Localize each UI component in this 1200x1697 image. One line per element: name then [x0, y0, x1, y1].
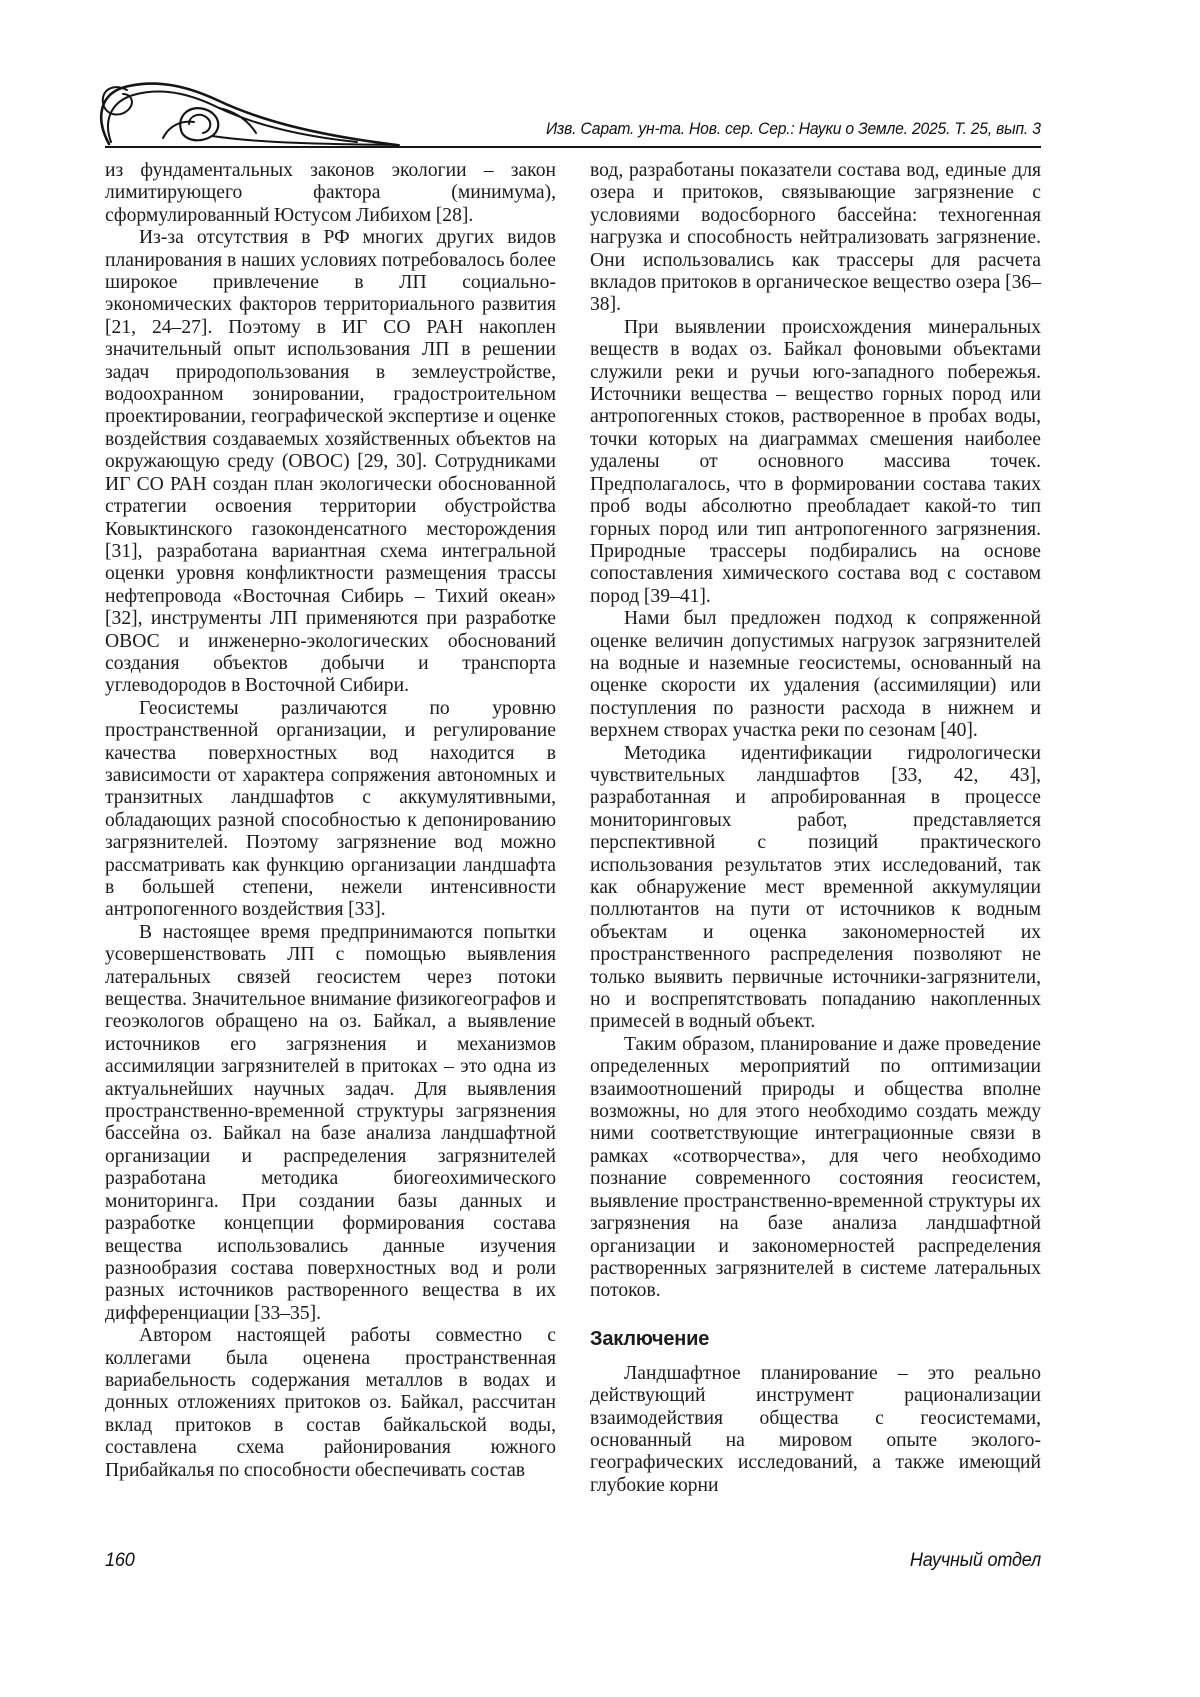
left-column [105, 160, 556, 1497]
paragraph: вод, разработаны показатели состава вод, единые для озера и притоков, связывающие загрязнение с условиями водосборного бассейна: техногенная нагрузка и способность нейтрализовать загрязнение. Они использовались как трассеры для расчета вкладов притоков в органическое вещество озера [36–38]. [590, 160, 1041, 316]
ornament-flourish-icon [93, 78, 403, 148]
paragraph: Нами был предложен подход к сопряженной оценке величин допустимых нагрузок загрязнителей на водные и наземные геосистемы, основанный на оценке скорости их удаления (ассимиляции) или поступления по разности расхода в нижнем и верхнем створах участка реки по сезонам [40]. [590, 608, 1041, 742]
paragraph: В настоящее время предпринимаются попытки усовершенствовать ЛП с помощью выявления латеральных связей геосистем через потоки вещества. Значительное внимание физикогеографов и геоэкологов обращено на оз. Байкал, а выявление источников его загрязнения и механизмов ассимиляции загрязнителей в притоках – это одна из актуальнейших научных задач. Для выявления пространственно-временной структуры загрязнения бассейна оз. Байкал на базе анализа ландшафтной организации и распределения загрязнителей разработана методика биогеохимического мониторинга. При создании базы данных и разработке концепции формирования состава вещества использовались данные изучения разнообразия состава поверхностных вод и роли разных источников растворенного вещества в их дифференциации [33–35]. [105, 921, 556, 1324]
article-body [105, 160, 1041, 1497]
paragraph: Методика идентификации гидрологически чувствительных ландшафтов [33, 42, 43], разработанная и апробированная в процессе мониторинговых работ, представляется перспективной с позиций практического использования результатов этих исследований, так как обнаружение мест временной аккумуляции поллютантов на пути от источников к водным объектам и оценка закономерностей их пространственного распределения позволяют не только выявить первичные источники-загрязнители, но и воспрепятствовать попаданию накопленных примесей в водный объект. [590, 742, 1041, 1033]
right-column [590, 160, 1041, 1497]
running-title: Научный отдел [909, 1550, 1041, 1571]
paragraph: из фундаментальных законов экологии – закон лимитирующего фактора (минимума), сформулированный Юстусом Либихом [28]. [105, 160, 556, 226]
paragraph: При выявлении происхождения минеральных веществ в водах оз. Байкал фоновыми объектами служили реки и ручьи юго-западного побережья. Источники вещества – вещество горных пород или антропогенных стоков, растворенное в пробах воды, точки которых на диаграммах смешения наиболее удалены от основного массива точек. Предполагалось, что в формировании состава таких проб воды абсолютно преобладает какой-то тип горных пород или тип антропогенного загрязнения. Природные трассеры подбирались на основе сопоставления химического состава вод с составом пород [39–41]. [590, 316, 1041, 607]
paragraph: Автором настоящей работы совместно с коллегами была оценена пространственная вариабельность содержания металлов в водах и донных отложениях притоков оз. Байкал, рассчитан вклад притоков в состав байкальской воды, составлена схема районирования южного Прибайкалья по способности обеспечивать состав [105, 1325, 556, 1481]
journal-reference: Изв. Сарат. ун-та. Нов. сер. Сер.: Науки о Земле. 2025. Т. 25, вып. 3 [546, 120, 1041, 138]
paragraph: Ландшафтное планирование – это реально действующий инструмент рационализации взаимодействия общества с геосистемами, основанный на мировом опыте эколого-географических исследований, а также имеющий глубокие корни [590, 1362, 1041, 1496]
paragraph: Из-за отсутствия в РФ многих других видов планирования в наших условиях потребовалось более широкое привлечение в ЛП социально-экономических факторов территориального развития [21, 24–27]. Поэтому в ИГ СО РАН накоплен значительный опыт использования ЛП в решении задач природопользования в землеустройстве, водоохранном зонировании, градостроительном проектировании, географической экспертизе и оценке воздействия создаваемых хозяйственных объектов на окружающую среду (ОВОС) [29, 30]. Сотрудниками ИГ СО РАН создан план экологически обоснованной стратегии освоения территории обустройства Ковыктинского газоконденсатного месторождения [31], разработана вариантная схема интегральной оценки уровня конфликтности размещения трассы нефтепровода «Восточная Сибирь – Тихий океан» [32], инструменты ЛП применяются при разработке ОВОС и инженерно-экологических обоснований создания объектов добычи и транспорта углеводородов в Восточной Сибири. [105, 227, 556, 697]
page-header [105, 76, 1041, 148]
section-heading-conclusion: Заключение [590, 1327, 710, 1350]
paragraph: Геосистемы различаются по уровню пространственной организации, и регулирование качества поверхностных вод находится в зависимости от характера сопряжения автономных и транзитных ландшафтов с аккумулятивными, обладающих разной способностью к депонированию загрязнителей. Поэтому загрязнение вод можно рассматривать как функцию организации ландшафта в большей степени, нежели интенсивности антропогенного воздействия [33]. [105, 697, 556, 921]
page-number: 160 [105, 1550, 135, 1571]
paragraph: Таким образом, планирование и даже проведение определенных мероприятий по оптимизации взаимоотношений природы и общества вполне возможны, но для этого необходимо создать между ними соответствующие интеграционные связи в рамках «сотворчества», для чего необходимо познание современного состояния геосистем, выявление пространственно-временной структуры их загрязнения на базе анализа ландшафтной организации и закономерностей распределения растворенных загрязнителей в системе латеральных потоков. [590, 1033, 1041, 1302]
page-footer [105, 1550, 1041, 1572]
